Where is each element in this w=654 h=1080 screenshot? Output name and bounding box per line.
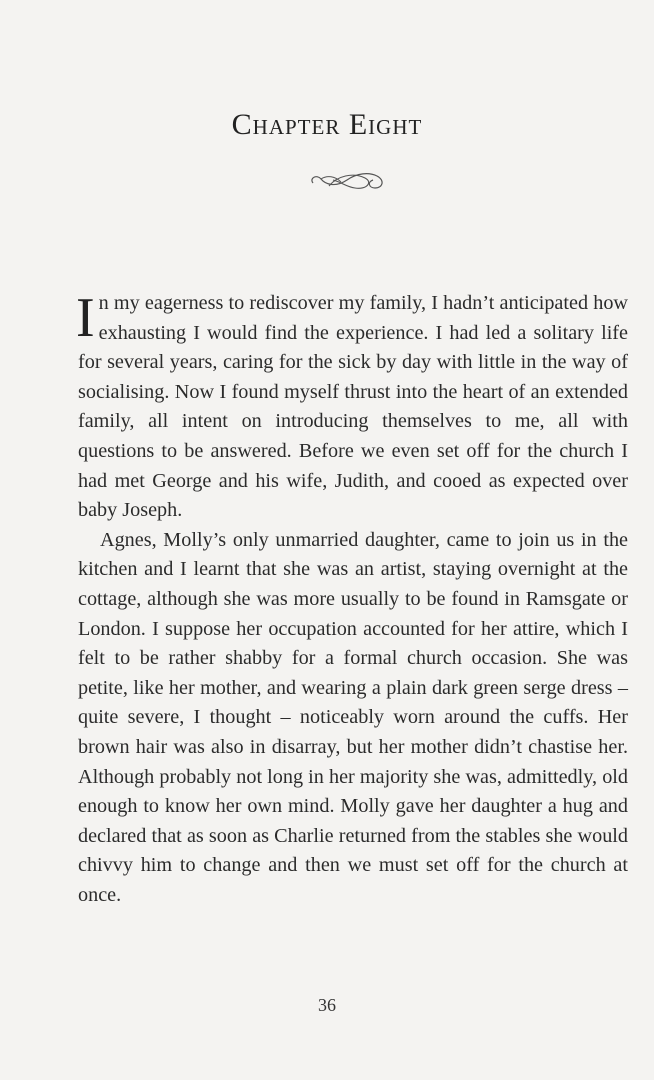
paragraph-2: Agnes, Molly’s only unmarried daughter, came to join us in the kitchen and I learnt that she was an artist, staying overnight at the cottage, although she was more usually to be found in Ramsgate or London. I suppose her occupation accounted for her attire, which I felt to be rather shabby for a formal church occasion. She was petite, like her mother, and wearing a plain dark green serge dress – quite severe, I thought – noticeably worn around the cuffs. Her brown hair was also in disarray, but her mother didn’t chastise her. Although probably not long in her majority she was, admittedly, old enough to know her own mind. Molly gave her daughter a hug and declared that as soon as Charlie returned from the stables she would chivvy him to change and then we must set off for the church at once. — [78, 528, 628, 906]
chapter-title: Chapter Eight — [231, 108, 423, 141]
paragraph-1-text: n my eagerness to rediscover my family, I hadn’t anticipated how exhausting I would find the experience. I had led a solitary life for several years, caring for the sick by day with little in the way of socialising. Now I found myself thrust into the heart of an extended family, all intent on introducing themselves to me, all with questions to be answered. Before we even set off for the church I had met George and his wife, Judith, and cooed as expected over baby Joseph. — [78, 292, 628, 522]
drop-cap: I — [76, 287, 95, 349]
paragraph-1 — [78, 289, 628, 526]
chapter-body — [78, 289, 628, 910]
page-number: 36 — [318, 995, 336, 1015]
flourish-ornament-icon — [307, 166, 391, 196]
